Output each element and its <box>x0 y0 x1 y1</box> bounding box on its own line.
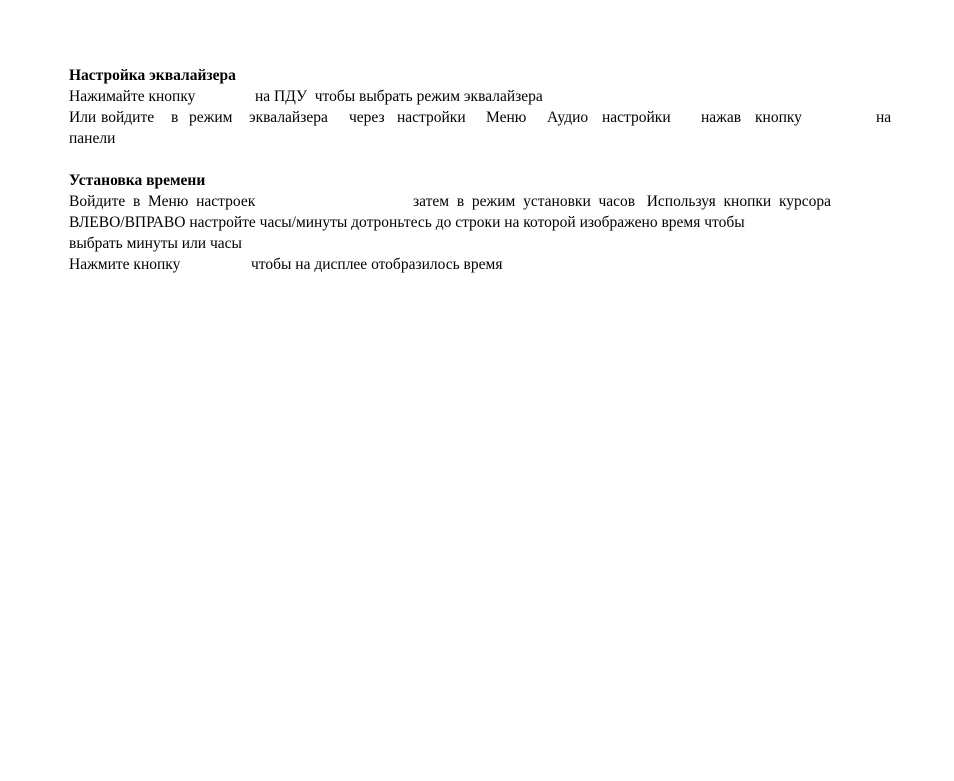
time-line-2: ВЛЕВО/ВПРАВО настройте часы/минуты дотроньтесь до строки на которой изображено время чтобы <box>69 214 745 231</box>
time-line-4-part-b: чтобы на дисплее отобразилось время <box>251 256 503 273</box>
eq-word: настройки <box>602 109 671 126</box>
eq-word: Аудио <box>547 109 589 126</box>
eq-word: кнопку <box>755 109 802 126</box>
time-line-1 <box>69 191 895 212</box>
equalizer-line-1-part-a: Нажимайте кнопку <box>69 88 196 105</box>
document-body <box>69 65 895 275</box>
equalizer-heading: Настройка эквалайзера <box>69 67 236 84</box>
eq-word: нажав <box>701 109 742 126</box>
time-line-1-part-a: Войдите в Меню настроек <box>69 193 256 210</box>
eq-word: войдите <box>101 109 155 126</box>
eq-word: настройки <box>397 109 466 126</box>
time-heading: Установка времени <box>69 172 206 189</box>
eq-word: эквалайзера <box>249 109 328 126</box>
eq-word: Или <box>69 109 97 126</box>
eq-word: на <box>876 109 892 126</box>
equalizer-line-2 <box>69 107 895 128</box>
time-line-3: выбрать минуты или часы <box>69 235 242 252</box>
time-line-1-part-b: затем в режим установки часов Используя кнопки курсора <box>413 193 832 210</box>
equalizer-line-3: панели <box>69 130 116 147</box>
eq-word: режим <box>189 109 233 126</box>
equalizer-line-1 <box>69 86 895 107</box>
time-line-4-part-a: Нажмите кнопку <box>69 256 181 273</box>
time-line-4 <box>69 254 895 275</box>
equalizer-line-1-part-b: на ПДУ чтобы выбрать режим эквалайзера <box>255 88 543 105</box>
paragraph-gap <box>69 149 895 170</box>
eq-word: Меню <box>486 109 527 126</box>
eq-word: через <box>349 109 385 126</box>
eq-word: в <box>171 109 179 126</box>
